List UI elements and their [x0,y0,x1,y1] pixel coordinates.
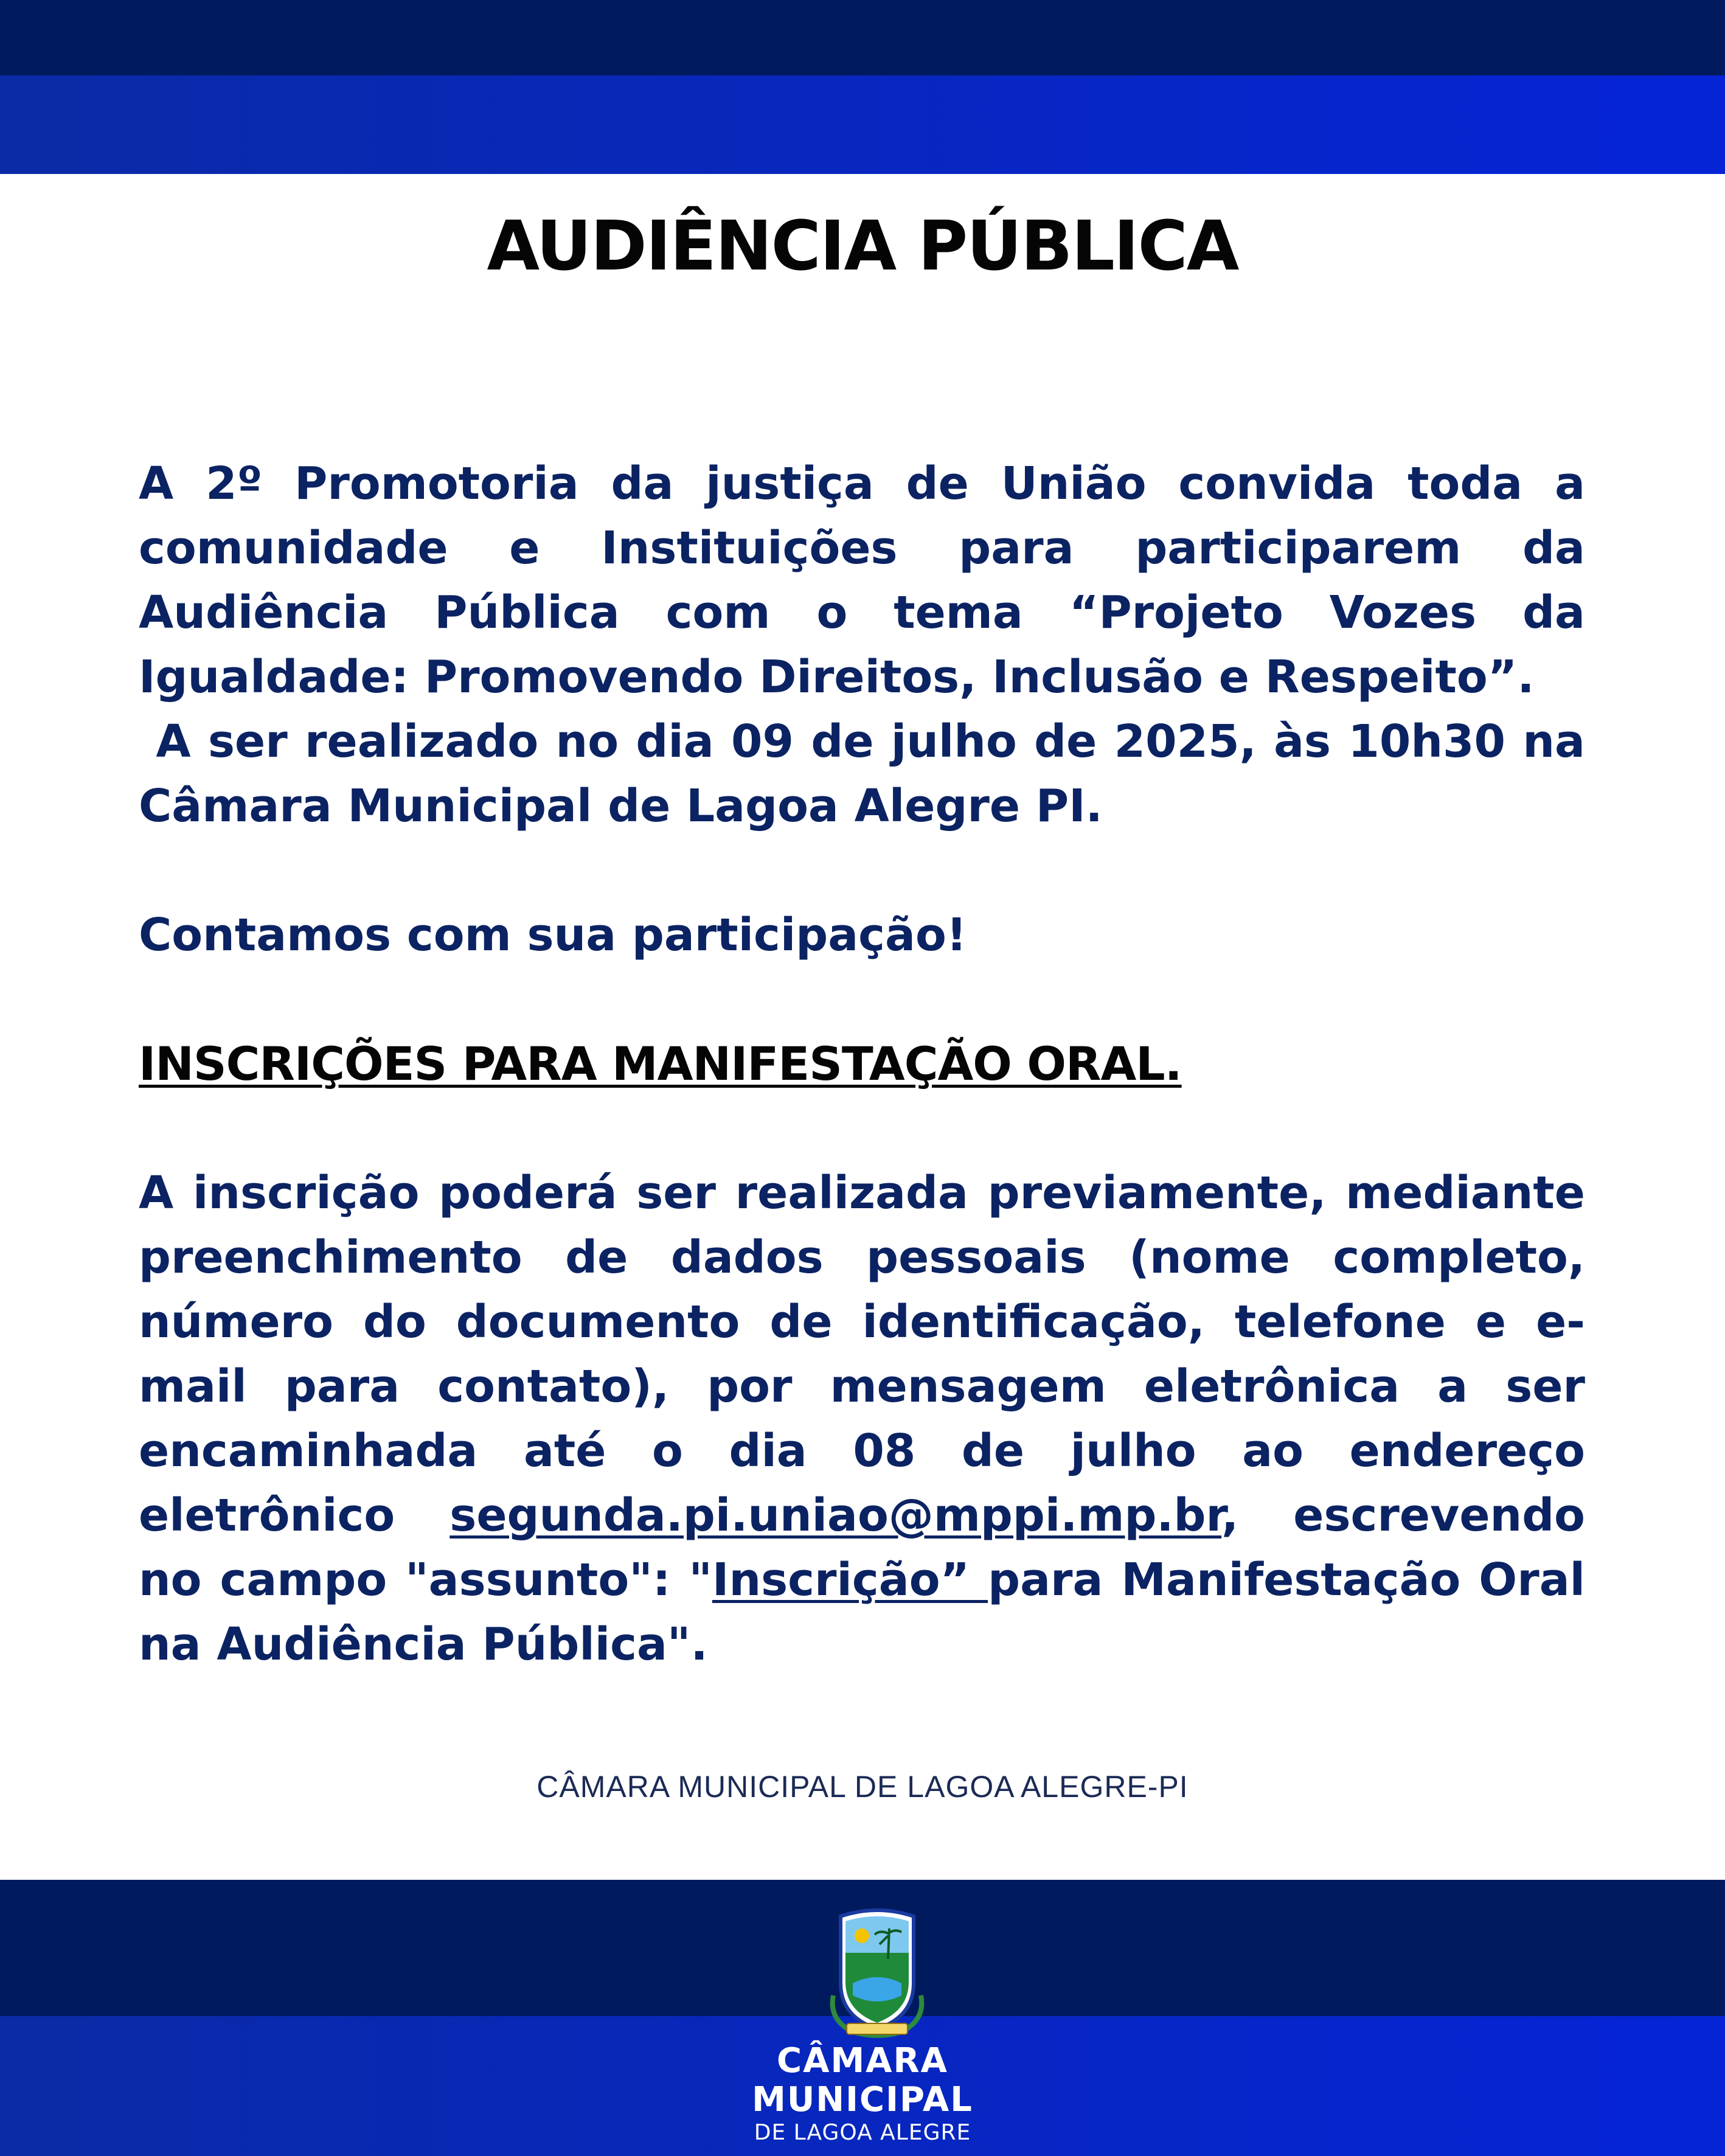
footer-organization: CÂMARA MUNICIPAL DE LAGOA ALEGRE-PI [536,1770,1189,1804]
email-link[interactable]: segunda.pi.uniao@mppi.mp.br [449,1489,1222,1542]
page-title: AUDIÊNCIA PÚBLICA [487,207,1238,286]
registration-heading: INSCRIÇÕES PARA MANIFESTAÇÃO ORAL. [139,1037,1182,1091]
invitation-paragraph [139,451,1601,838]
registration-paragraph [139,1161,1585,1677]
top-band-blue [0,75,1725,174]
logo-line-3: DE LAGOA ALEGRE [754,2120,971,2145]
invitation-text: A 2º Promotoria da justiça de União convida toda a comunidade e Instituições para participarem da Audiência Pública com o tema “Projeto Vozes da Igualdade: Promovendo Direitos, Inclusão e Respeito”. [139,457,1585,703]
notice-body [139,451,1601,1677]
event-details-text: A ser realizado no dia 09 de julho de 2025, às 10h30 na Câmara Municipal de Lagoa Alegre PI. [139,715,1601,832]
logo-line-2: MUNICIPAL [752,2080,973,2119]
logo-line-1: CÂMARA [777,2041,948,2081]
closing-text: Contamos com sua participação! [139,909,967,961]
subject-underlined: Inscrição” [712,1554,988,1606]
top-band-dark [0,0,1725,75]
registration-text-end: para Manifestação Oral na Audiência Pública". [139,1554,1586,1671]
registration-text: A inscrição poderá ser realizada previamente, mediante preenchimento de dados pessoais (nome completo, número do documento de identificação, telefone e e-mail para contato), por mensagem eletrônica a ser encaminhada até o dia 08 de julho ao endereço eletrônico [139,1167,1585,1542]
registration-text-after-email: , escrevendo no campo "assunto": " [139,1489,1586,1606]
coat-of-arms-icon [816,1904,938,2044]
